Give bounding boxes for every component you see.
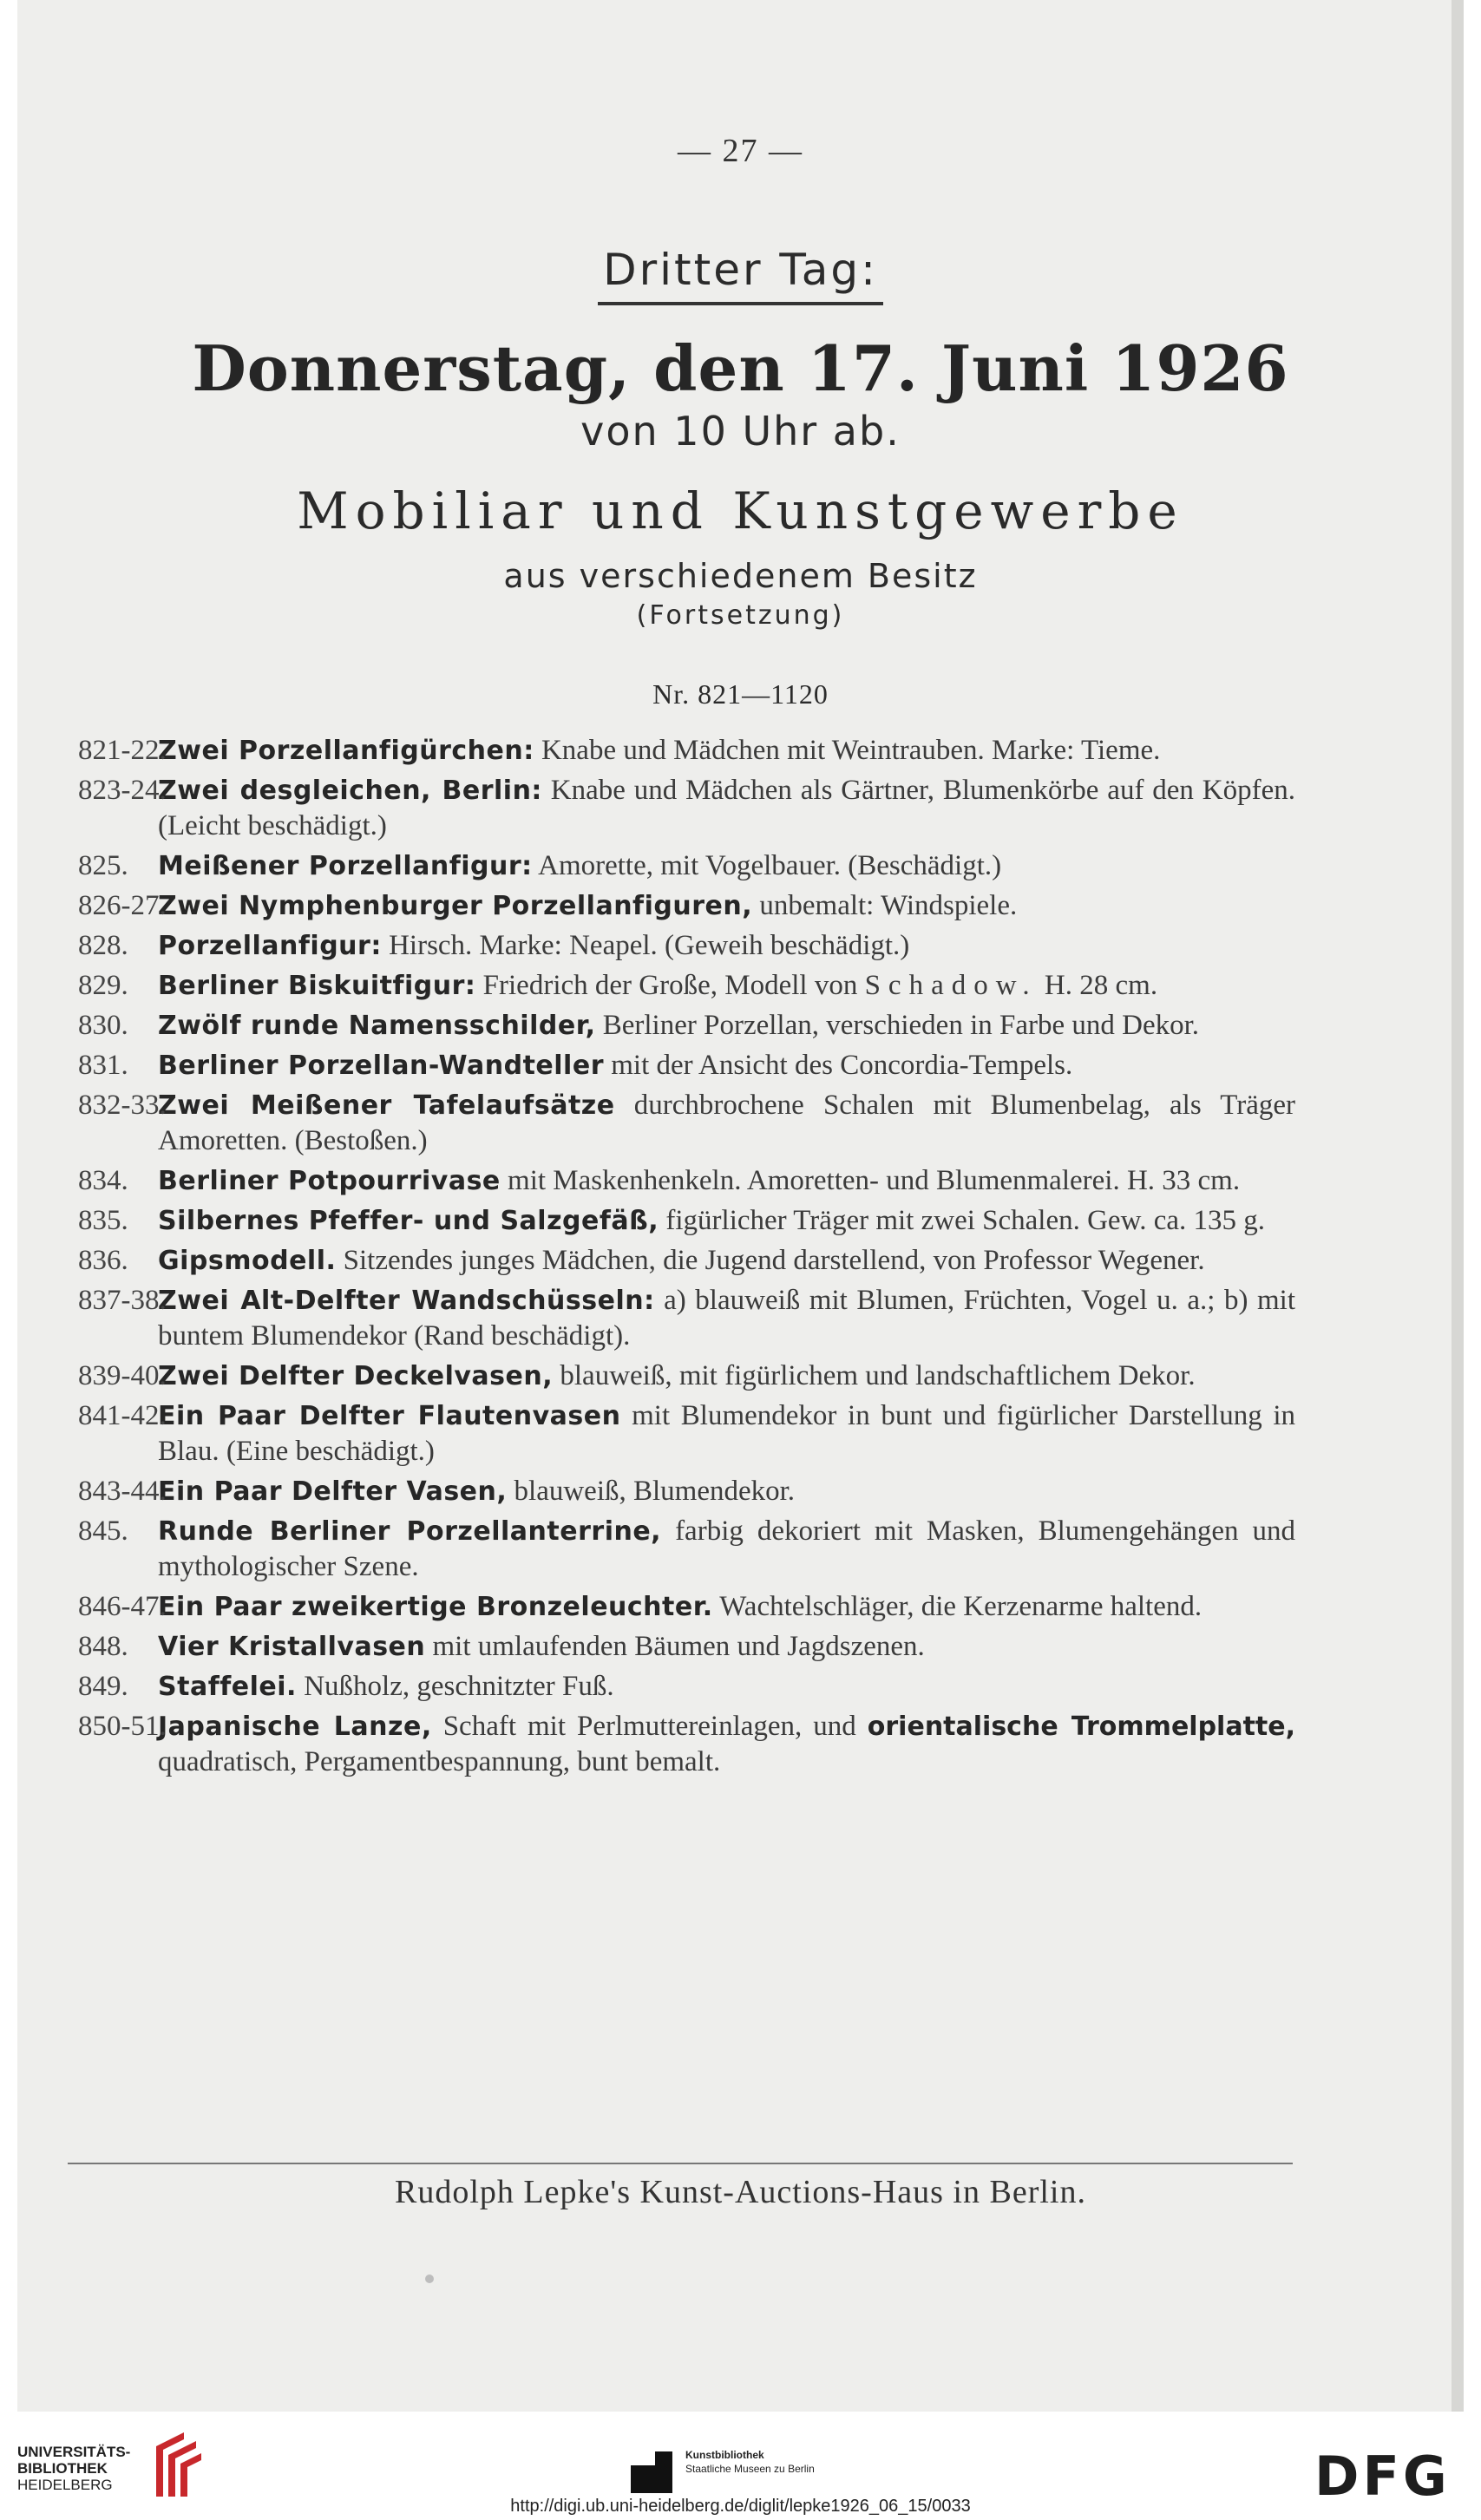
lot-title: Porzellanfigur:	[158, 931, 382, 961]
lot-entry	[78, 1048, 1295, 1083]
lot-title: Zwei Porzellanfigürchen:	[158, 736, 534, 766]
lot-number: 849.	[78, 1671, 128, 1702]
lot-entry	[78, 733, 1295, 769]
source-line: aus verschiedenem Besitz	[503, 557, 978, 595]
kunstbibliothek-logo-icon	[631, 2451, 672, 2493]
lot-number: 832-33.	[78, 1090, 167, 1121]
lot-title: Japanische Lanze,	[158, 1712, 432, 1742]
lot-entry	[78, 848, 1295, 884]
lot-description: blauweiß, mit figürlichem und landschaftlichem Dekor.	[560, 1360, 1196, 1391]
lot-number: 845.	[78, 1515, 128, 1547]
lot-entry	[78, 1008, 1295, 1044]
time-line: von 10 Uhr ab.	[580, 408, 901, 455]
footer-text: Rudolph Lepke's Kunst-Auctions-Haus in Berlin.	[395, 2174, 1086, 2210]
library-name	[17, 2444, 130, 2493]
lot-title: Silbernes Pfeffer- und Salzgefäß,	[158, 1206, 659, 1236]
lot-number: 834.	[78, 1165, 128, 1196]
lot-entry	[78, 1709, 1295, 1780]
lot-title-secondary: orientalische Trommelplatte,	[867, 1712, 1295, 1742]
lot-title: Ein Paar Delfter Flautenvasen	[158, 1401, 621, 1431]
lot-title: Meißener Porzellanfigur:	[158, 851, 533, 881]
lot-description: a) blauweiß mit Blumen, Früchten, Vogel u. a.; b) mit buntem Blumendekor (Rand beschädigt).	[158, 1285, 1295, 1352]
lot-number: 846-47.	[78, 1591, 167, 1622]
lot-description: mit umlaufenden Bäumen und Jagdszenen.	[432, 1631, 925, 1662]
lot-entry	[78, 1203, 1295, 1239]
lot-number: 848.	[78, 1631, 128, 1662]
lot-description: Schaft mit Perlmuttereinlagen, und	[442, 1711, 856, 1742]
lot-description: Nußholz, geschnitzter Fuß.	[304, 1671, 614, 1702]
lot-description-cont: quadratisch, Pergamentbespannung, bunt bemalt.	[158, 1746, 721, 1777]
lot-entry	[78, 1358, 1295, 1394]
lot-description: Knabe und Mädchen als Gärtner, Blumenkörbe auf den Köpfen. (Leicht beschädigt.)	[158, 775, 1296, 841]
section-title: Mobiliar und Kunstgewerbe	[297, 481, 1184, 540]
kb-line-2: Staatliche Museen zu Berlin	[685, 2463, 815, 2475]
lot-number: 829.	[78, 970, 128, 1001]
scan-speck	[425, 2275, 434, 2283]
lot-title: Berliner Biskuitfigur:	[158, 971, 476, 1001]
lot-entry	[78, 1283, 1295, 1354]
scanned-page	[17, 0, 1464, 2412]
continuation-note: (Fortsetzung)	[636, 600, 845, 631]
lot-title: Zwölf runde Namensschilder,	[158, 1011, 596, 1041]
lot-entry	[78, 1398, 1295, 1469]
library-line-3: HEIDELBERG	[17, 2477, 113, 2493]
lot-description: Knabe und Mädchen mit Weintrauben. Marke: Tieme.	[541, 735, 1161, 766]
lot-entry	[78, 968, 1295, 1004]
lot-entry	[78, 1514, 1295, 1585]
dfg-logo: DFG	[1314, 2445, 1451, 2508]
lot-description: Amorette, mit Vogelbauer. (Beschädigt.)	[538, 850, 1002, 881]
lot-artist-spaced: Schadow.	[864, 970, 1038, 1001]
lot-number: 830.	[78, 1010, 128, 1041]
kunstbibliothek-name	[685, 2448, 815, 2476]
lot-title: Runde Berliner Porzellanterrine,	[158, 1516, 662, 1547]
day-label-text: Dritter Tag:	[598, 245, 883, 305]
library-line-1: UNIVERSITÄTS-	[17, 2444, 131, 2460]
lot-number: 841-42.	[78, 1400, 167, 1431]
date-heading: Donnerstag, den 17. Juni 1926	[192, 331, 1289, 405]
lot-description: Sitzendes junges Mädchen, die Jugend darstellend, von Professor Wegener.	[343, 1245, 1205, 1276]
lot-title: Ein Paar Delfter Vasen,	[158, 1476, 508, 1507]
lot-entry	[78, 928, 1295, 964]
day-label	[17, 245, 1464, 305]
lot-title: Staffelei.	[158, 1672, 297, 1702]
lot-number: 831.	[78, 1050, 128, 1081]
footer-rule	[68, 2163, 1293, 2164]
lot-entry	[78, 1088, 1295, 1159]
lot-entry	[78, 1474, 1295, 1509]
lot-entry	[78, 1669, 1295, 1705]
lot-number: 825.	[78, 850, 128, 881]
lot-entry	[78, 888, 1295, 924]
viewer-bottom-bar	[0, 2412, 1481, 2520]
lot-number: 843-44.	[78, 1476, 167, 1507]
lot-description: Hirsch. Marke: Neapel. (Geweih beschädigt.)	[389, 930, 910, 961]
lot-number: 839-40.	[78, 1360, 167, 1391]
lot-description: Berliner Porzellan, verschieden in Farbe und Dekor.	[602, 1010, 1200, 1041]
lot-title: Berliner Potpourrivase	[158, 1166, 501, 1196]
lot-number: 826-27.	[78, 890, 167, 921]
lot-entry	[78, 1629, 1295, 1665]
lot-title: Zwei Delfter Deckelvasen,	[158, 1361, 554, 1391]
lot-description: mit Maskenhenkeln. Amoretten- und Blumenmalerei. H. 33 cm.	[508, 1165, 1241, 1196]
lot-title: Ein Paar zweikertige Bronzeleuchter.	[158, 1592, 713, 1622]
lot-description: durchbrochene Schalen mit Blumenbelag, als Träger Amoretten. (Bestoßen.)	[158, 1090, 1295, 1156]
lot-number: 828.	[78, 930, 128, 961]
lot-title: Zwei Nymphenburger Porzellanfiguren,	[158, 891, 753, 921]
page-number: — 27 —	[678, 133, 803, 169]
kb-line-1: Kunstbibliothek	[685, 2449, 764, 2461]
lot-number: 835.	[78, 1205, 128, 1236]
lot-title: Zwei Meißener Tafelaufsätze	[158, 1090, 615, 1121]
lot-number: 837-38.	[78, 1285, 167, 1316]
library-logo-icon	[149, 2429, 205, 2500]
lot-title: Berliner Porzellan-Wandteller	[158, 1051, 604, 1081]
lot-description: blauweiß, Blumendekor.	[514, 1476, 796, 1507]
lot-number: 850-51.	[78, 1711, 167, 1742]
lot-number: 823-24.	[78, 775, 167, 806]
lot-description: Friedrich der Große, Modell von	[482, 970, 858, 1001]
page-url[interactable]: http://digi.ub.uni-heidelberg.de/diglit/lepke1926_06_15/0033	[510, 2497, 971, 2516]
lot-number-range: Nr. 821—1120	[652, 678, 829, 710]
lot-description: Wachtelschläger, die Kerzenarme haltend.	[719, 1591, 1202, 1622]
lot-description: figürlicher Träger mit zwei Schalen. Gew. ca. 135 g.	[665, 1205, 1266, 1236]
lot-entry	[78, 1163, 1295, 1199]
library-line-2: BIBLIOTHEK	[17, 2460, 108, 2477]
lot-entry	[78, 1243, 1295, 1279]
lot-title: Vier Kristallvasen	[158, 1632, 426, 1662]
lot-description: unbemalt: Windspiele.	[759, 890, 1018, 921]
lot-description: farbig dekoriert mit Masken, Blumengehängen und mythologischer Szene.	[158, 1515, 1295, 1582]
lot-title: Gipsmodell.	[158, 1246, 337, 1276]
lot-title: Zwei desgleichen, Berlin:	[158, 776, 542, 806]
lot-list	[78, 733, 1295, 1784]
lot-number: 821-22.	[78, 735, 167, 766]
lot-description: mit Blumendekor in bunt und figürlicher Darstellung in Blau. (Eine beschädigt.)	[158, 1400, 1296, 1467]
lot-entry	[78, 1589, 1295, 1625]
lot-title: Zwei Alt-Delfter Wandschüsseln:	[158, 1286, 655, 1316]
lot-number: 836.	[78, 1245, 128, 1276]
lot-description-cont: H. 28 cm.	[1044, 970, 1158, 1001]
lot-description: mit der Ansicht des Concordia-Tempels.	[611, 1050, 1073, 1081]
lot-entry	[78, 773, 1295, 844]
